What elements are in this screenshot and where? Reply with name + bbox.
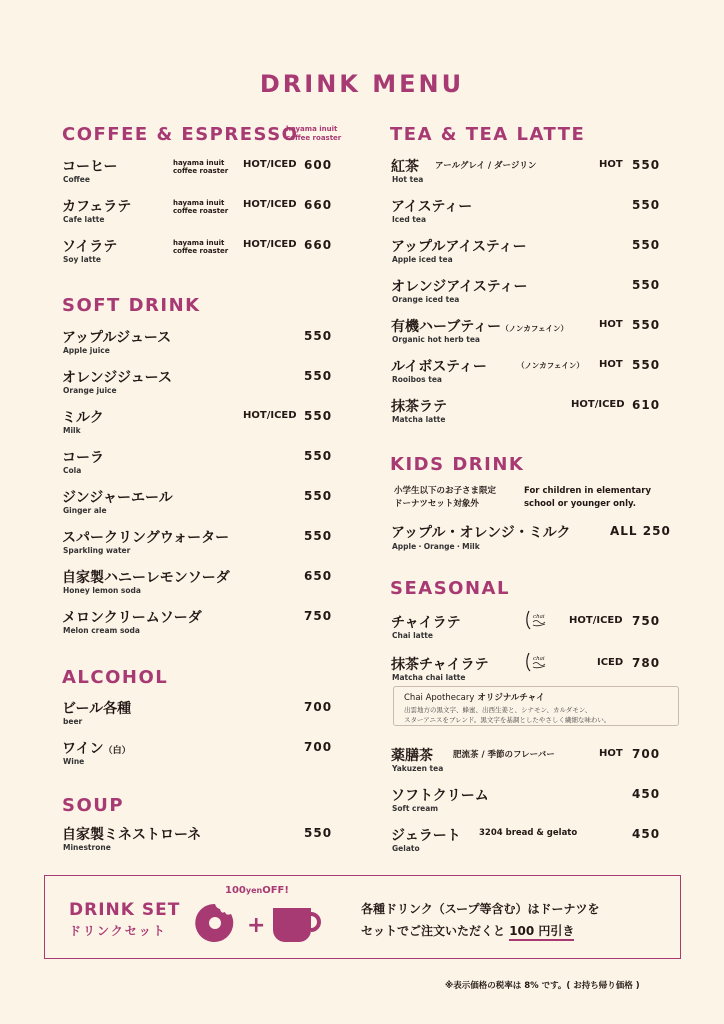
menu-item-minestrone: 自家製ミネストローネ Minestrone 550: [62, 826, 333, 852]
menu-title: DRINK MENU: [259, 70, 465, 98]
menu-item-wine: ワイン（白） Wine 700: [62, 740, 333, 766]
menu-item-matcha-latte: 抹茶ラテ Matcha latte HOT/ICED 610: [391, 398, 661, 424]
menu-item-coffee: コーヒー Coffee hayama inuit coffee roaster HOT/ICED 600: [62, 158, 333, 184]
menu-item-hot-tea: 紅茶 Hot tea アールグレイ / ダージリン HOT 550: [391, 158, 661, 184]
menu-item-cola: コーラ Cola 550: [62, 449, 333, 475]
chai-box-description: 出雲地方の黒文字、蜂蜜、出西生姜と、シナモン、カルダモン、 スターアニスをブレンド。黒文字を基調としたやさしく繊細な味わい。: [404, 706, 611, 724]
chai-box-title: Chai Apothecary オリジナルチャイ: [404, 693, 545, 703]
menu-item-soy-latte: ソイラテ Soy latte hayama inuit coffee roaster HOT/ICED 660: [62, 238, 333, 264]
menu-item-sparkling-water: スパークリングウォーター Sparkling water 550: [62, 529, 333, 555]
menu-item-cafe-latte: カフェラテ Cafe latte hayama inuit coffee roaster HOT/ICED 660: [62, 198, 333, 224]
plus-sign: +: [247, 913, 266, 938]
menu-item-orange-juice: オレンジジュース Orange juice 550: [62, 369, 333, 395]
menu-item-yakuzen-tea: 薬膳茶 Yakuzen tea 肥流茶 / 季節のフレーバー HOT 700: [391, 747, 661, 773]
menu-item-iced-tea: アイスティー Iced tea 550: [391, 198, 661, 224]
menu-item-herb-tea: 有機ハーブティー（ノンカフェイン） Organic hot herb tea HOT 550: [391, 318, 661, 344]
svg-text:chai: chai: [533, 614, 545, 620]
section-heading-soup: SOUP: [62, 795, 125, 816]
donut-plus-cup-graphic: [193, 900, 333, 948]
menu-item-rooibos-tea: ルイボスティー Rooibos tea （ノンカフェイン） HOT 550: [391, 358, 661, 384]
tax-footnote: ※表示価格の税率は 8% です。( お持ち帰り価格 ): [445, 981, 640, 991]
section-heading-seasonal: SEASONAL: [390, 578, 510, 599]
section-heading-kids-drink: KIDS DRINK: [390, 454, 525, 475]
section-heading-alcohol: ALCOHOL: [62, 667, 169, 688]
section-heading-coffee: COFFEE & ESPRESSO: [62, 124, 299, 145]
chai-apothecary-logo: [525, 650, 549, 674]
menu-item-beer: ビール各種 beer 700: [62, 700, 333, 726]
menu-item-ginger-ale: ジンジャーエール Ginger ale 550: [62, 489, 333, 515]
menu-item-chai-latte: チャイラテ Chai latte chai HOT/ICED 750: [391, 612, 663, 646]
menu-item-soft-cream: ソフトクリーム Soft cream 450: [391, 787, 661, 813]
discount-highlight: 100 円引き: [509, 924, 574, 941]
svg-text:chai: chai: [533, 656, 545, 662]
menu-item-apple-iced-tea: アップルアイスティー Apple iced tea 550: [391, 238, 661, 264]
kids-note-jp: 小学生以下のお子さま限定 ドーナツセット対象外: [394, 486, 497, 509]
menu-item-matcha-chai-latte: 抹茶チャイラテ Matcha chai latte chai ICED 780: [391, 654, 663, 688]
menu-item-kids-drink: アップル・オレンジ・ミルク Apple・Orange・Milk ALL 250: [391, 524, 671, 551]
drink-set-title: DRINK SET: [69, 900, 181, 920]
menu-item-melon-cream-soda: メロンクリームソーダ Melon cream soda 750: [62, 609, 333, 635]
section-heading-soft-drink: SOFT DRINK: [62, 295, 201, 316]
kids-note-en: For children in elementary school or younger only.: [524, 486, 651, 509]
menu-item-gelato: ジェラート Gelato 3204 bread & gelato 450: [391, 827, 661, 853]
menu-item-orange-iced-tea: オレンジアイスティー Orange iced tea 550: [391, 278, 661, 304]
section-heading-tea: TEA & TEA LATTE: [390, 124, 586, 145]
drink-set-description: 各種ドリンク（スープ等含む）はドーナツを セットでご注文いただくと 100 円引き: [361, 898, 599, 942]
drink-set-subtitle: ドリンクセット: [69, 924, 167, 938]
donut-icon: [195, 904, 233, 942]
drink-set-box: [44, 875, 681, 959]
menu-item-milk: ミルク Milk HOT/ICED 550: [62, 409, 333, 435]
menu-item-honey-lemon-soda: 自家製ハニーレモンソーダ Honey lemon soda 650: [62, 569, 333, 595]
cup-icon: [273, 908, 319, 942]
coffee-roaster-label: hayama inuit coffee roaster: [286, 125, 342, 142]
chai-apothecary-logo: [525, 608, 549, 632]
chai-info-box: [393, 686, 679, 726]
off-badge: 100yenOFF!: [225, 885, 289, 896]
menu-item-apple-juice: アップルジュース Apple juice 550: [62, 329, 333, 355]
